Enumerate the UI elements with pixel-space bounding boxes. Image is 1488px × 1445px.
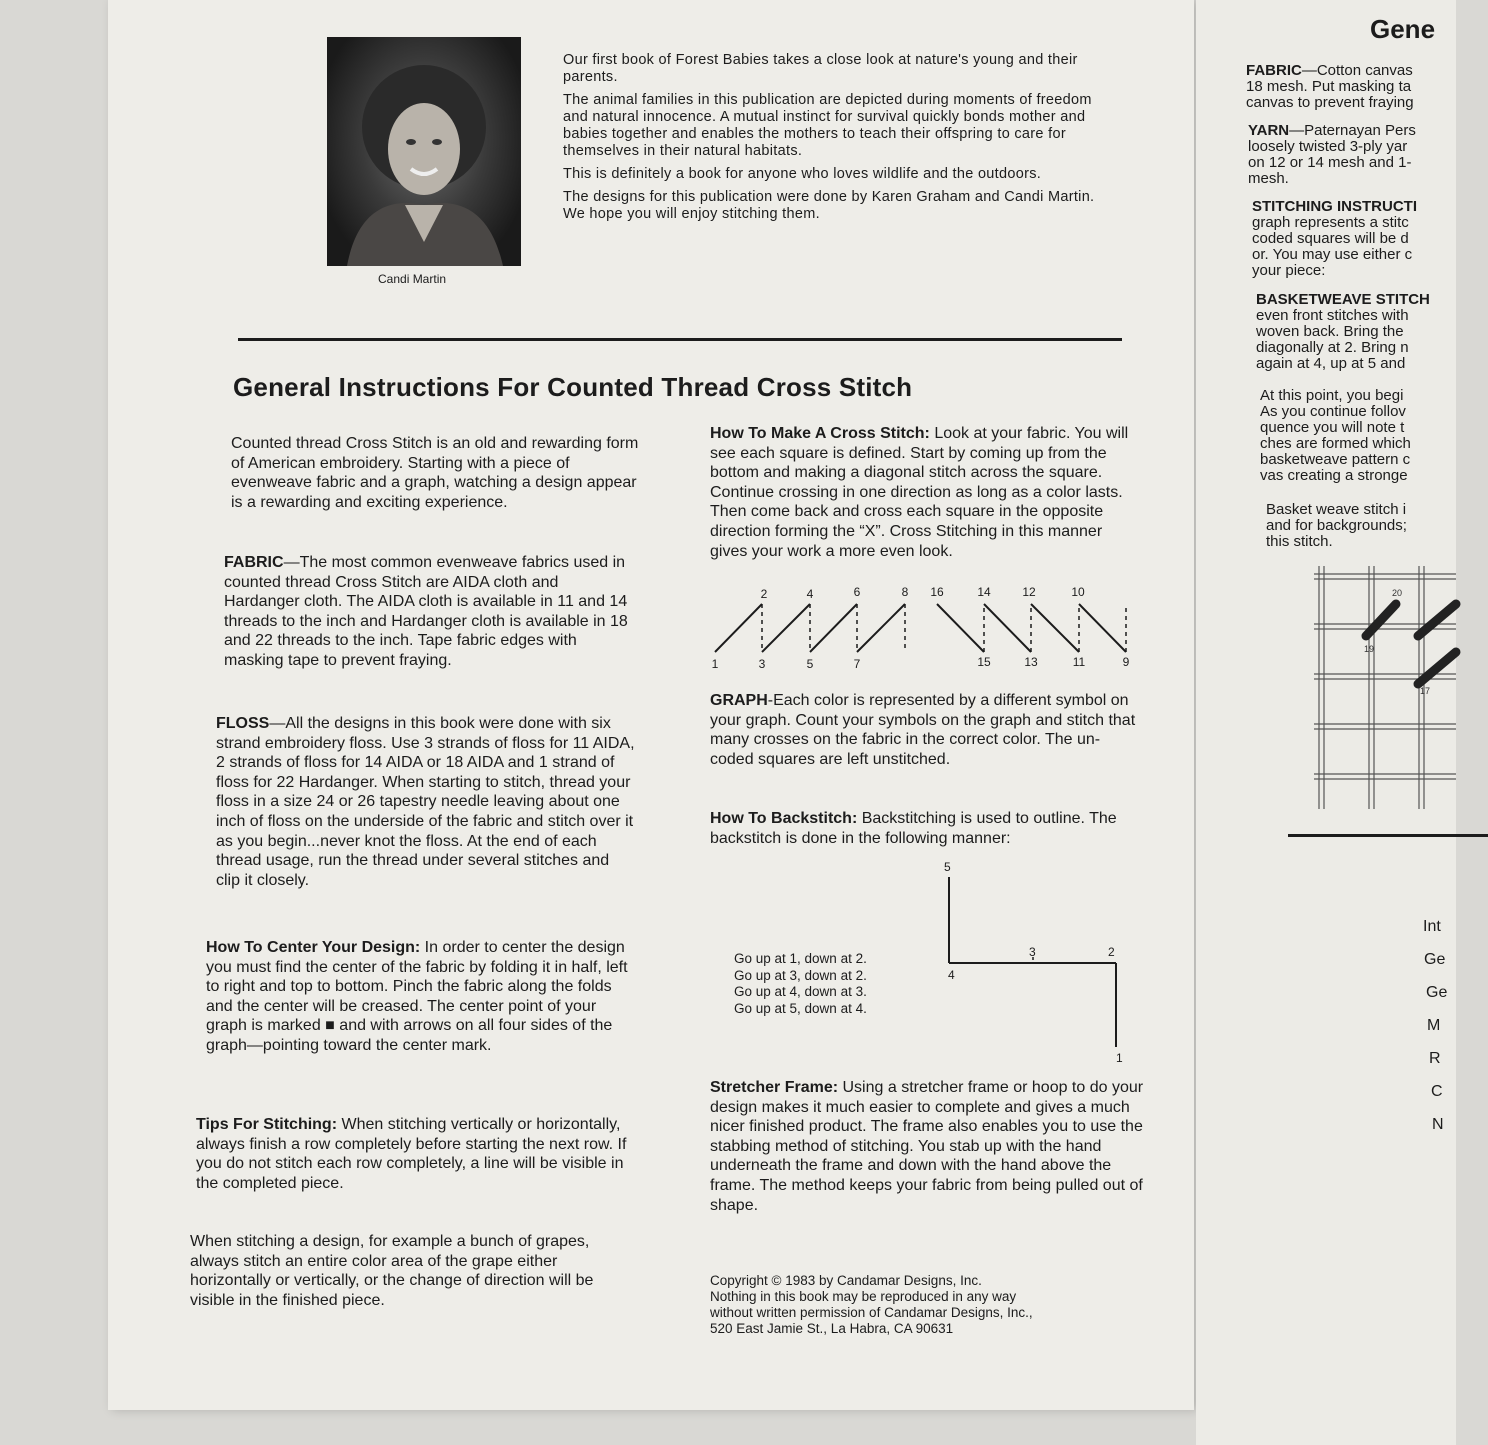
backstitch-step: Go up at 5, down at 4. [734, 1000, 867, 1016]
facing-line: 18 mesh. Put masking ta [1246, 78, 1412, 95]
intro-paragraph: The animal families in this publication are depicted during moments of freedom and natural innocence. A mutual instinct for survival quickly bonds mother and babies together and enables the mothers to teach their offspring to care for themselves in their natural habitats. [563, 92, 1092, 159]
facing-line: As you continue follov [1260, 403, 1406, 420]
floss-text: —All the designs in this book were done with six strand embroidery floss. Use 3 strands of floss for 11 AIDA, 2 strands of floss for 14 AIDA or 18 AIDA and 1 strand of floss for 22 Hardanger. When starting to stitch, thread your floss in a size 24 or 26 tapestry needle leaving about one inch of floss on the underside of the fabric and stitch over it as you begin...never knot the floss. At the end of each thread usage, run the thread under several stitches and clip it closely. [216, 715, 635, 889]
facing-line: loosely twisted 3-ply yar [1248, 138, 1408, 155]
fabric-heading: FABRIC [224, 554, 284, 571]
backstitch-label: 4 [948, 968, 955, 982]
general-intro: Counted thread Cross Stitch is an old and rewarding form of American embroidery. Starting with a piece of evenweave fabric and a graph, watching a design appear is a rewarding and exciting experience. [231, 435, 639, 511]
center-heading: How To Center Your Design: [206, 939, 421, 956]
toc-item: M [1427, 1017, 1441, 1034]
diagram-label: 13 [1024, 655, 1038, 669]
diagram-label: 9 [1122, 655, 1130, 669]
copyright-line: Copyright © 1983 by Candamar Designs, Inc. [710, 1273, 982, 1288]
facing-text-block-6 [1266, 502, 1407, 550]
diagram-label: 4 [806, 587, 814, 601]
diagram-label: 5 [806, 657, 814, 671]
facing-text-block-1 [1246, 63, 1414, 111]
facing-title: Gene [1370, 14, 1436, 44]
center-text-end: and with arrows on all four sides of the graph—pointing toward the center mark. [206, 1017, 613, 1054]
diagram-label: 12 [1022, 585, 1036, 599]
center-mark-icon: ■ [325, 1017, 335, 1035]
tips-section [196, 1115, 638, 1193]
facing-line: graph represents a stitc [1252, 214, 1409, 231]
facing-text-block-2 [1248, 123, 1416, 187]
grid-label: 17 [1420, 686, 1431, 696]
facing-line: or. You may use either c [1252, 246, 1413, 263]
graph-text: -Each color is represented by a different symbol on your graph. Count your symbols on the graph and stitch that many crosses on the fabric in the correct color. The un-coded squares are left unstitched. [710, 692, 1136, 768]
facing-line: again at 4, up at 5 and [1256, 355, 1406, 372]
facing-line: At this point, you begi [1260, 387, 1404, 404]
facing-line: and for backgrounds; [1266, 517, 1407, 534]
copyright-line: without written permission of Candamar Designs, Inc., [710, 1305, 1033, 1320]
facing-text-block-4 [1256, 292, 1430, 372]
facing-line: even front stitches with [1256, 307, 1409, 324]
backstitch-label: 1 [1116, 1051, 1123, 1065]
portrait-image [327, 37, 521, 266]
diagram-label: 1 [711, 657, 719, 671]
cross-heading: How To Make A Cross Stitch: [710, 425, 930, 442]
stretcher-heading: Stretcher Frame: [710, 1079, 839, 1096]
backstitch-text: Backstitching is used to outline. The backstitch is done in the following manner: [710, 810, 1117, 847]
facing-line: basketweave pattern c [1260, 451, 1411, 468]
diagram-label: 7 [853, 657, 861, 671]
backstitch-label: 3 [1029, 945, 1036, 959]
fabric-section [224, 553, 634, 671]
backstitch-label: 2 [1108, 945, 1115, 959]
divider-rule [238, 338, 1122, 341]
backstitch-step: Go up at 4, down at 3. [734, 984, 867, 999]
facing-line: mesh. [1248, 170, 1289, 187]
cross-stitch-section [710, 424, 1134, 561]
tips-text: When stitching vertically or horizontally, always finish a row completely before starting the next row. If you do not stitch each row completely, a line will be visible in the completed piece. [196, 1116, 627, 1192]
backstitch-heading: How To Backstitch: [710, 810, 858, 827]
facing-line: Basket weave stitch i [1266, 501, 1407, 518]
floss-heading: FLOSS [216, 715, 270, 732]
facing-line: coded squares will be d [1252, 230, 1409, 247]
facing-page [1196, 0, 1456, 1445]
fabric-text: —The most common evenweave fabrics used in counted thread Cross Stitch are AIDA cloth and Hardanger cloth. The AIDA cloth is available in 11 and 14 threads to the inch and Hardanger cloth is available in 18 and 22 threads to the inch. Tape fabric edges with masking tape to prevent fraying. [224, 554, 628, 669]
intro-paragraph: Our first book of Forest Babies takes a close look at nature's young and their parents. [563, 52, 1078, 85]
backstitch-label: 5 [944, 860, 951, 874]
center-section [206, 938, 638, 1056]
facing-line: woven back. Bring the [1256, 323, 1404, 340]
diagram-label: 8 [901, 585, 909, 599]
copyright-block [710, 1273, 1033, 1337]
facing-line: vas creating a stronge [1260, 467, 1408, 484]
graph-heading: GRAPH [710, 692, 768, 709]
floss-section [216, 714, 636, 890]
facing-line: on 12 or 14 mesh and 1- [1248, 154, 1412, 171]
facing-line: this stitch. [1266, 533, 1333, 550]
toc-item: Int [1423, 918, 1441, 935]
stretcher-frame-section [710, 1078, 1160, 1215]
backstitch-step: Go up at 3, down at 2. [734, 967, 867, 983]
facing-line: —Cotton canvas [1301, 62, 1413, 79]
facing-heading: FABRIC [1246, 62, 1302, 79]
facing-heading: STITCHING INSTRUCTI [1252, 198, 1417, 215]
intro-paragraph: The designs for this publication were done by Karen Graham and Candi Martin. We hope you will enjoy stitching them. [563, 189, 1095, 222]
intro-paragraph: This is definitely a book for anyone who loves wildlife and the outdoors. [563, 166, 1042, 182]
center-text: In order to center the design you must find the center of the fabric by folding it in half, left to right and top to bottom. Pinch the fabric along the folds and the center will be creased. The center point of your graph is marked [206, 939, 628, 1035]
facing-line: ches are formed which [1260, 435, 1411, 452]
stretcher-text: Using a stretcher frame or hoop to do your design makes it much easier to complete and gives a much nicer finished product. The frame also enables you to use the stabbing method of stitching. You stab up with the hand underneath the frame and down with the hand above the frame. The method keeps your fabric from being pulled out of shape. [710, 1079, 1144, 1214]
author-photo [327, 37, 521, 266]
intro-text [563, 52, 1103, 229]
grid-label: 20 [1392, 588, 1403, 598]
diagram-label: 16 [930, 585, 944, 599]
facing-line: diagonally at 2. Bring n [1256, 339, 1409, 356]
facing-line: canvas to prevent fraying [1246, 94, 1414, 111]
toc-item: N [1432, 1116, 1444, 1133]
grapes-text: When stitching a design, for example a bunch of grapes, always stitch an entire color area of the grape either horizontally or vertically, or the change of direction will be visible in the finished piece. [190, 1233, 594, 1309]
backstitch-step: Go up at 1, down at 2. [734, 951, 867, 966]
grapes-section [190, 1232, 622, 1310]
diagram-label: 10 [1071, 585, 1085, 599]
diagram-label: 15 [977, 655, 991, 669]
facing-divider [1288, 834, 1488, 837]
page-title: General Instructions For Counted Thread Cross Stitch [233, 372, 913, 402]
grid-label: 19 [1364, 644, 1375, 654]
toc-item: C [1431, 1083, 1443, 1100]
cross-stitch-diagram [700, 580, 1145, 675]
facing-text-block-5 [1260, 388, 1411, 484]
backstitch-diagram [935, 855, 1135, 1070]
diagram-label: 14 [977, 585, 991, 599]
tips-heading: Tips For Stitching: [196, 1116, 338, 1133]
cross-text: Look at your fabric. You will see each square is defined. Start by coming up from the bottom and making a diagonal stitch across the square. Continue crossing in one direction as long as a color lasts. Then come back and cross each square in the opposite direction forming the “X”. Cross Stitching in this manner gives your work a more even look. [710, 425, 1129, 560]
copyright-line: Nothing in this book may be reproduced in any way [710, 1289, 1017, 1304]
intro-paragraph-block [231, 434, 641, 512]
backstitch-steps [734, 951, 867, 1017]
copyright-line: 520 East Jamie St., La Habra, CA 90631 [710, 1321, 954, 1336]
graph-section [710, 691, 1138, 769]
toc-item: Ge [1424, 951, 1446, 968]
facing-line: quence you will note t [1260, 419, 1405, 436]
diagram-label: 2 [760, 587, 768, 601]
facing-heading: YARN [1248, 122, 1290, 139]
toc-item: Ge [1426, 984, 1448, 1001]
photo-caption: Candi Martin [378, 272, 447, 286]
diagram-label: 3 [758, 657, 766, 671]
diagram-label: 6 [853, 585, 861, 599]
basketweave-diagram [1314, 564, 1456, 814]
page-title-wrap [233, 372, 912, 403]
facing-heading: BASKETWEAVE STITCH [1256, 291, 1430, 308]
facing-line: your piece: [1252, 262, 1326, 279]
facing-line: —Paternayan Pers [1289, 122, 1416, 139]
diagram-label: 11 [1072, 655, 1086, 669]
facing-text-block-3 [1252, 199, 1417, 279]
toc-item: R [1429, 1050, 1441, 1067]
backstitch-section [710, 809, 1130, 848]
facing-toc [1423, 910, 1447, 1141]
